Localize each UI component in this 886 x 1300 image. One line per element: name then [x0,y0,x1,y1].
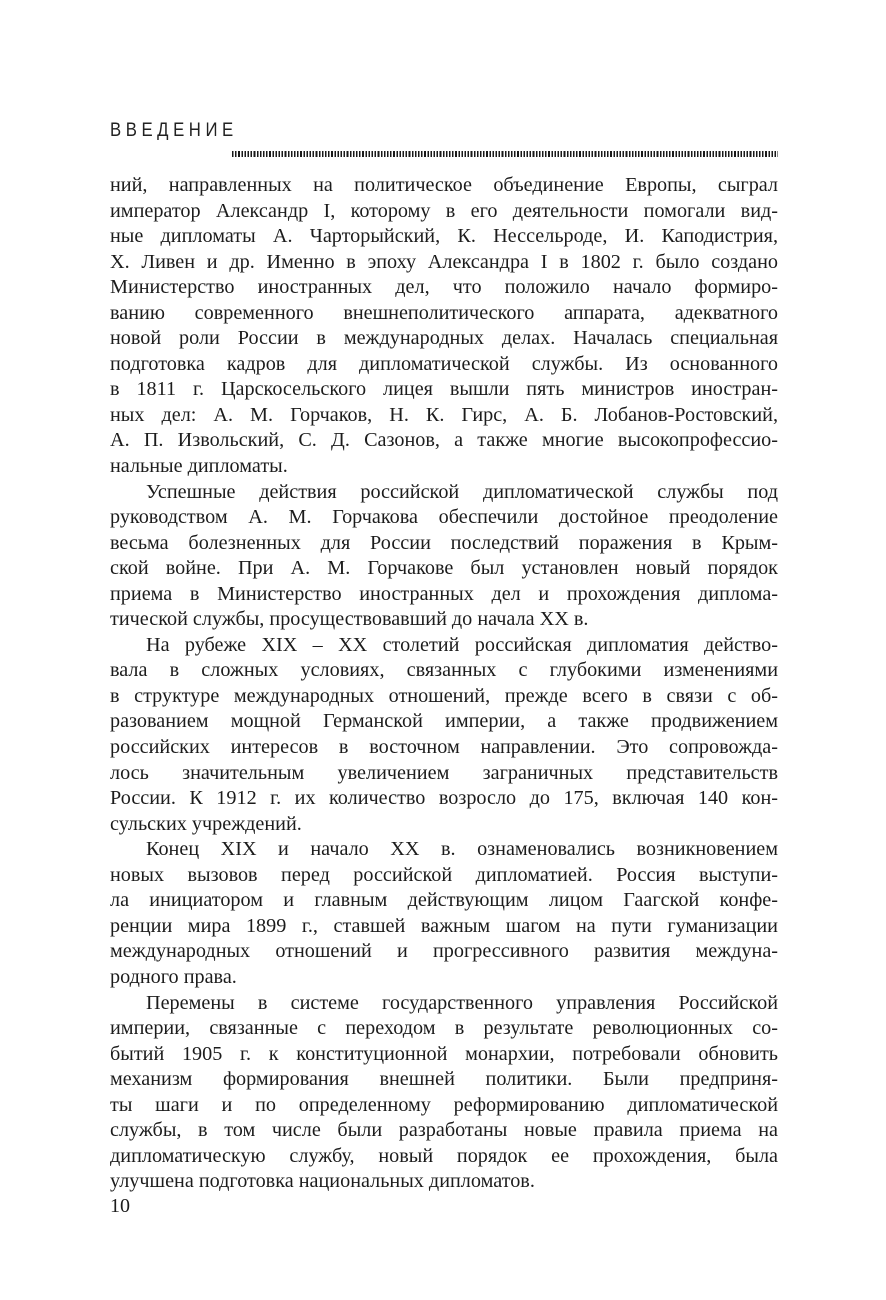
text-line: приема в Министерство иностранных дел и прохождения диплома- [110,582,778,605]
paragraph-3 [110,633,778,837]
text-line: ванию современного внешнеполитического аппарата, адекватного [110,301,778,324]
text-line: международных отношений и прогрессивного развития междуна- [110,940,778,963]
text-line: бытий 1905 г. к конституционной монархии, потребовали обновить [110,1042,778,1065]
text-line: ла инициатором и главным действующим лицом Гаагской конфе- [110,889,778,912]
text-line: На рубеже XIX – XX столетий российская дипломатия действо- [146,633,778,656]
paragraph-2 [110,480,778,633]
page-number: 10 [110,1195,130,1217]
text-line: император Александр I, которому в его деятельности помогали вид- [110,199,778,222]
text-line: вала в сложных условиях, связанных с глубокими изменениями [110,659,778,682]
running-head: ВВЕДЕНИЕ [110,120,238,141]
body-text [110,173,778,1195]
text-line: А. П. Извольский, С. Д. Сазонов, а также многие высокопрофессио- [110,429,778,452]
paragraph-4 [110,837,778,990]
text-line: руководством А. М. Горчакова обеспечили достойное преодоление [110,506,778,529]
text-line: новых вызовов перед российской дипломатией. Россия выступи- [110,863,778,886]
text-line: в структуре международных отношений, прежде всего в связи с об- [110,684,778,707]
text-line: сульских учреждений. [110,812,302,835]
text-line: весьма болезненных для России последствий поражения в Крым- [110,531,778,554]
text-line: ний, направленных на политическое объединение Европы, сыграл [110,174,778,196]
text-line: механизм формирования внешней политики. Были предприня- [110,1068,778,1091]
text-line: дипломатическую службу, новый порядок ее прохождения, была [110,1144,778,1167]
text-line: российских интересов в восточном направлении. Это сопровожда- [110,736,778,759]
text-line: службы, в том числе были разработаны новые правила приема на [110,1119,778,1142]
text-line: лось значительным увеличением заграничных представительств [110,761,778,784]
paragraph-1 [110,173,778,480]
text-line: нальные дипломаты. [110,455,288,478]
text-line: империи, связанные с переходом в результате революционных со- [110,1017,778,1040]
text-line: ты шаги и по определенному реформированию дипломатической [110,1093,778,1116]
text-line: России. К 1912 г. их количество возросло до 175, включая 140 кон- [110,787,778,810]
text-line: подготовка кадров для дипломатической службы. Из основанного [110,352,778,375]
text-line: в 1811 г. Царскосельского лицея вышли пять министров иностран- [110,378,778,401]
text-line: ренции мира 1899 г., ставшей важным шагом на пути гуманизации [110,914,778,937]
text-line: улучшена подготовка национальных дипломатов. [110,1170,535,1193]
text-line: Конец XIX и начало XX в. ознаменовались возникновением [146,838,778,861]
text-line: Х. Ливен и др. Именно в эпоху Александра I в 1802 г. было создано [110,250,778,273]
text-line: Успешные действия российской дипломатической службы под [146,480,778,503]
text-line: тической службы, просуществовавший до начала XX в. [110,608,589,631]
paragraph-5 [110,991,778,1195]
text-line: родного права. [110,965,237,988]
text-line: ные дипломаты А. Чарторыйский, К. Нессельроде, И. Каподистрия, [110,225,778,248]
text-line: ных дел: А. М. Горчаков, Н. К. Гирс, А. Б. Лобанов-Ростовский, [110,403,778,426]
text-line: Перемены в системе государственного управления Российской [146,991,778,1014]
text-line: новой роли России в международных делах. Началась специальная [110,327,778,350]
text-line: ской войне. При А. М. Горчакове был установлен новый порядок [110,557,778,580]
text-line: разованием мощной Германской империи, а также продвижением [110,710,778,733]
header-dotted-rule [232,151,778,157]
text-line: Министерство иностранных дел, что положило начало формиро- [110,276,778,299]
